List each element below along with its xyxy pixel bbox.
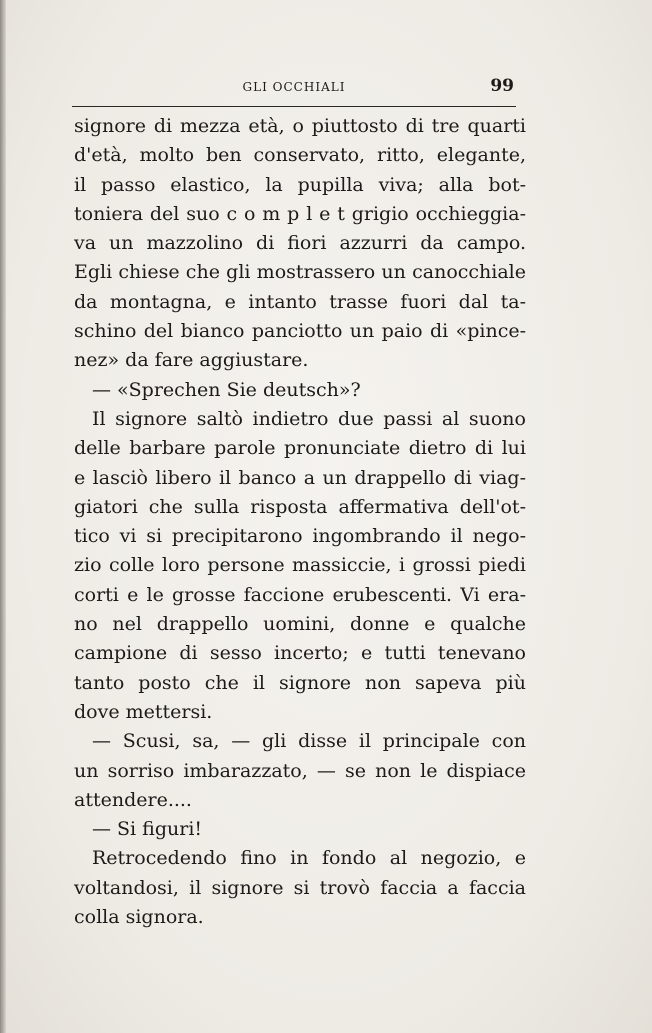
header-rule xyxy=(72,106,516,107)
text-line: giatori che sulla risposta affermativa dell'ot- xyxy=(74,495,526,518)
body-text xyxy=(74,112,526,932)
text-line: Retrocedendo fino in fondo al negozio, e xyxy=(92,847,526,870)
dialogue-line: — «Sprechen Sie deutsch»? xyxy=(92,378,361,401)
text-line: voltandosi, il signore si trovò faccia a faccia xyxy=(74,876,526,899)
text-line: toniera del suo c o m p l e t grigio occhieggia- xyxy=(74,202,526,225)
text-line: attendere.... xyxy=(74,788,192,811)
running-title: GLI OCCHIALI xyxy=(242,80,346,94)
page-number: 99 xyxy=(490,76,514,96)
text-line: Egli chiese che gli mostrassero un canocchiale xyxy=(74,261,526,284)
page-binding-edge xyxy=(0,0,6,1033)
text-line: da montagna, e intanto trasse fuori dal ta- xyxy=(74,290,526,313)
text-line: Il signore saltò indietro due passi al suono xyxy=(92,407,526,430)
text-line: delle barbare parole pronunciate dietro di lui xyxy=(74,437,526,460)
text-line: zio colle loro persone massiccie, i grossi piedi xyxy=(74,554,526,577)
text-line: colla signora. xyxy=(74,906,204,929)
text-line: signore di mezza età, o piuttosto di tre quarti xyxy=(74,115,526,137)
dialogue-line: — Scusi, sa, — gli disse il principale con xyxy=(92,730,526,753)
text-line: d'età, molto ben conservato, ritto, elegante, xyxy=(74,144,526,167)
text-line: tanto posto che il signore non sapeva più xyxy=(74,671,526,694)
text-line: un sorriso imbarazzato, — se non le dispiace xyxy=(74,759,526,782)
text-line: il passo elastico, la pupilla viva; alla bot- xyxy=(74,173,526,196)
text-line: dove mettersi. xyxy=(74,700,213,723)
text-line: e lasciò libero il banco a un drappello di viag- xyxy=(74,466,526,489)
text-line: corti e le grosse faccione erubescenti. Vi era- xyxy=(74,583,526,606)
text-line: tico vi si precipitarono ingombrando il nego- xyxy=(74,525,526,548)
page-header xyxy=(72,76,516,100)
dialogue-line: — Si figuri! xyxy=(92,818,203,841)
text-line: no nel drappello uomini, donne e qualche xyxy=(74,613,526,636)
text-line: campione di sesso incerto; e tutti tenevano xyxy=(74,642,526,665)
text-line: nez» da fare aggiustare. xyxy=(74,349,309,372)
text-line: va un mazzolino di fiori azzurri da campo. xyxy=(74,232,526,255)
text-line: schino del bianco panciotto un paio di «pince- xyxy=(74,320,526,343)
